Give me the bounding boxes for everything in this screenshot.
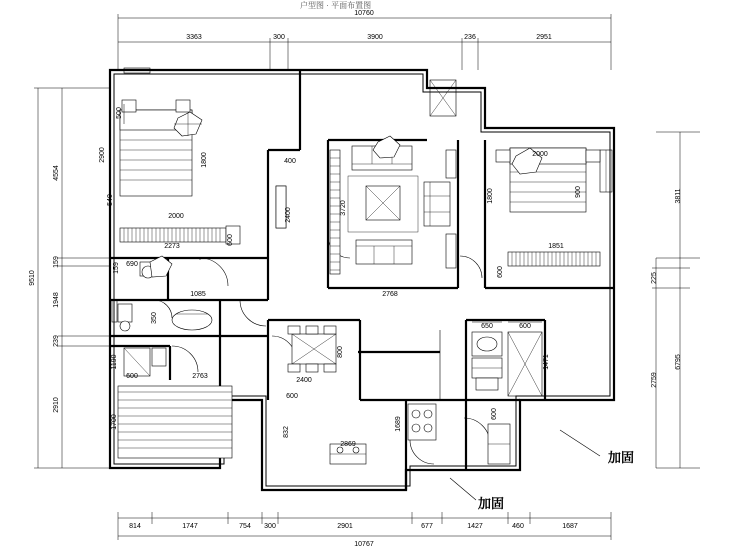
dim-bottom-overall: 10767 bbox=[354, 541, 374, 548]
dim-right-4: 2759 bbox=[651, 372, 658, 388]
dim-bed2-h: 1800 bbox=[487, 188, 494, 204]
annotation-reinforce-right: 加固 bbox=[608, 450, 635, 465]
annotation-leader-bottom bbox=[450, 478, 476, 500]
dim-bed3-1190: 1190 bbox=[111, 354, 118, 370]
dim-bed1-h: 1800 bbox=[201, 152, 208, 168]
dim-balcony-650: 650 bbox=[481, 323, 493, 330]
dim-bottom-6: 677 bbox=[421, 523, 433, 530]
dim-kitchen-1689: 1689 bbox=[395, 416, 402, 432]
dim-left-5: 2910 bbox=[53, 397, 60, 413]
dim-hall-400: 400 bbox=[284, 158, 296, 165]
dim-bottom-7: 1427 bbox=[467, 523, 483, 530]
dim-bath1-690: 690 bbox=[126, 261, 138, 268]
top-dimension-chain bbox=[118, 10, 611, 70]
dim-bottom-8: 460 bbox=[512, 523, 524, 530]
left-dimension-chain bbox=[29, 88, 110, 468]
dim-bottom-5: 2901 bbox=[337, 523, 353, 530]
dim-bed1-w: 2000 bbox=[168, 213, 184, 220]
dim-bottom-9: 1687 bbox=[562, 523, 578, 530]
dim-bed2-900: 900 bbox=[575, 186, 582, 198]
dim-bed1-closet-d: 600 bbox=[227, 234, 234, 246]
bottom-dimension-chain bbox=[118, 512, 611, 548]
annotation-reinforce-bottom: 加固 bbox=[478, 496, 505, 511]
dim-kitchen-600: 600 bbox=[286, 393, 298, 400]
dim-top-2: 300 bbox=[273, 34, 285, 41]
dim-bed1-l: 2900 bbox=[99, 147, 106, 163]
dim-dining-800: 800 bbox=[337, 346, 344, 358]
dim-bottom-4: 300 bbox=[264, 523, 276, 530]
dining-furniture bbox=[288, 326, 336, 372]
dim-balcony-1471: 1471 bbox=[543, 354, 550, 370]
dim-bottom-2: 1747 bbox=[182, 523, 198, 530]
living-room-furniture bbox=[276, 136, 456, 274]
dim-kitchen-832: 832 bbox=[283, 426, 290, 438]
annotation-leader-right bbox=[560, 430, 600, 456]
dim-left-overall: 9510 bbox=[29, 270, 36, 286]
dim-win1: 500 bbox=[116, 107, 123, 119]
dim-dining-2400: 2400 bbox=[296, 377, 312, 384]
dim-right-1: 3811 bbox=[675, 188, 682, 204]
dim-living-2768: 2768 bbox=[382, 291, 398, 298]
dim-right-2: 6795 bbox=[675, 354, 682, 370]
dim-bath2-600: 600 bbox=[491, 408, 498, 420]
dim-bath1-350: 350 bbox=[151, 312, 158, 324]
dim-top-1: 3363 bbox=[186, 34, 202, 41]
dim-balcony-600: 600 bbox=[519, 323, 531, 330]
dim-kitchen-2869: 2869 bbox=[340, 441, 356, 448]
dim-top-3: 3900 bbox=[367, 34, 383, 41]
right-dimension-chain bbox=[651, 132, 700, 468]
dim-living-3720: 3720 bbox=[340, 200, 347, 216]
dim-top-4: 236 bbox=[464, 34, 476, 41]
dim-bed3-2763: 2763 bbox=[192, 373, 208, 380]
dim-bed3-1700: 1700 bbox=[111, 414, 118, 430]
dim-top-overall: 10760 bbox=[354, 10, 374, 17]
dim-bath1-1085: 1085 bbox=[190, 291, 206, 298]
dim-bed1-d: 540 bbox=[107, 194, 114, 206]
dim-left-3: 1948 bbox=[53, 292, 60, 308]
dim-bed2-w: 2000 bbox=[532, 151, 548, 158]
bedroom-3-furniture bbox=[118, 348, 232, 458]
dim-bath1-159: 159 bbox=[113, 262, 120, 274]
dim-bed2-closet: 1851 bbox=[548, 243, 564, 250]
dim-left-1: 4554 bbox=[53, 165, 60, 181]
dim-bottom-3: 754 bbox=[239, 523, 251, 530]
dim-top-5: 2951 bbox=[536, 34, 552, 41]
bedroom-1-furniture bbox=[120, 100, 240, 244]
drawing-title: 户型图 · 平面布置图 bbox=[300, 1, 372, 10]
dim-bottom-1: 814 bbox=[129, 523, 141, 530]
dim-bed1-closet: 2273 bbox=[164, 243, 180, 250]
dim-left-4: 239 bbox=[53, 335, 60, 347]
dim-hall-2400: 2400 bbox=[285, 207, 292, 223]
dim-left-2: 159 bbox=[53, 256, 60, 268]
dim-bed3-600: 600 bbox=[126, 373, 138, 380]
dim-bed2-600: 600 bbox=[497, 266, 504, 278]
dim-right-3: 225 bbox=[651, 272, 658, 284]
